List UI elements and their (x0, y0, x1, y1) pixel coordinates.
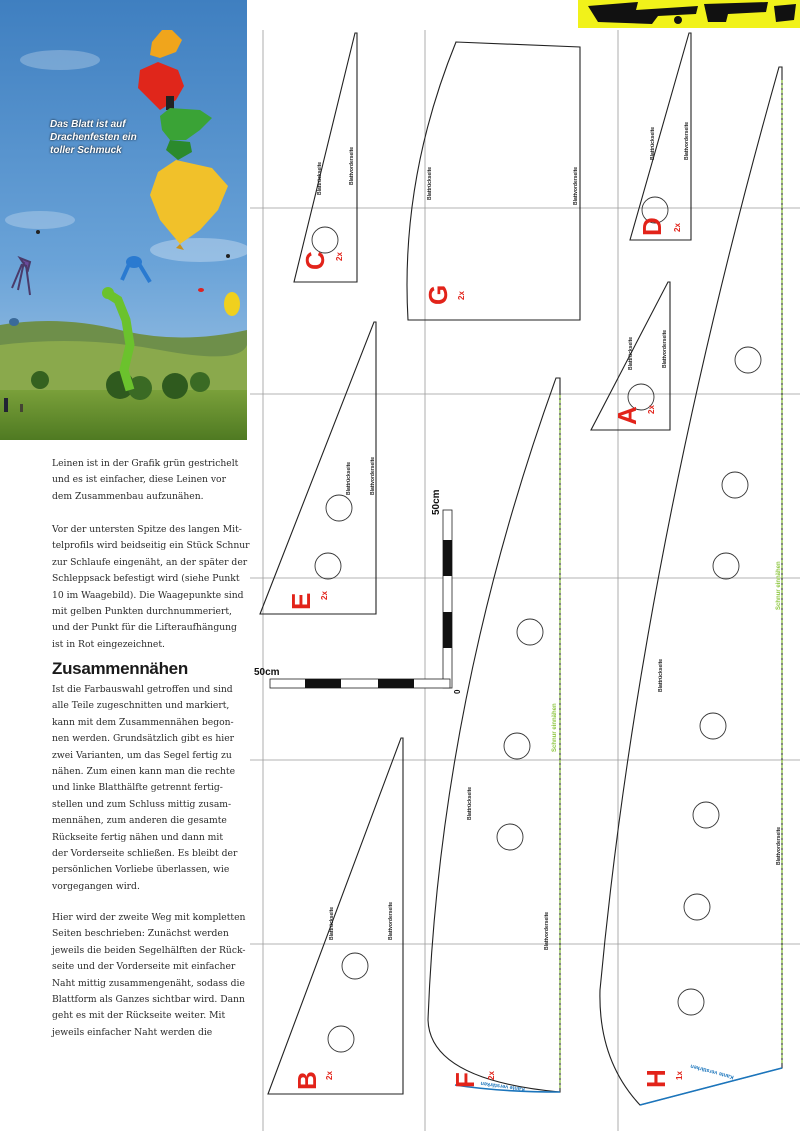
cord-note-h: Schnur einnähen (776, 561, 782, 610)
side-label-back: Blattrückseite (317, 161, 323, 195)
caption-line: Das Blatt ist auf (50, 119, 126, 130)
bridle-point-circle (504, 733, 530, 759)
text-line: Naht mittig zusammengenäht, sodass die (52, 977, 245, 989)
piece-e-outline (260, 322, 376, 614)
bridle-point-circle (517, 619, 543, 645)
piece-d-outline (630, 33, 691, 240)
text-line: Hier wird der zweite Weg mit kompletten (52, 912, 246, 923)
scale-bar-frame (270, 679, 450, 688)
text-line: und es ist einfacher, diese Leinen vor (52, 474, 226, 486)
piece-label-c: C (300, 251, 330, 270)
text-line: vorgegangen wird. (52, 880, 140, 892)
scale-segment (443, 540, 452, 576)
side-label-front: Blattvorderseite (662, 329, 668, 368)
piece-count-a: 2x (647, 405, 656, 414)
bridle-point-circle (678, 989, 704, 1015)
text-line: stellen und zum Schluss mittig zusam- (52, 798, 232, 810)
piece-label-d: D (637, 217, 667, 236)
scale-segment (305, 679, 341, 688)
side-label-front: Blattvorderseite (349, 146, 355, 185)
caption-line: Drachenfesten ein (50, 132, 137, 143)
bridle-point-circle (328, 1026, 354, 1052)
text-line: mennähen, zum anderen die gesamte (52, 815, 227, 827)
scale-label-vertical: 50cm (431, 489, 442, 515)
piece-f-outline (428, 378, 560, 1092)
piece-b-outline (268, 738, 403, 1094)
text-line: zwei Varianten, um das Segel fertig zu (52, 749, 232, 761)
piece-label-g: G (423, 284, 453, 305)
scale-segment (443, 612, 452, 648)
text-line: zur Schlaufe eingenäht, an der später der (52, 556, 248, 568)
text-line: mit gelben Punkten durchnummeriert, (52, 606, 232, 618)
text-line: kann mit dem Zusammennähen begon- (52, 716, 234, 728)
scale-segment (378, 679, 414, 688)
text-line: jeweils einfacher Naht werden die (52, 1026, 213, 1038)
bridle-point-circle (342, 953, 368, 979)
piece-count-c: 2x (335, 252, 344, 261)
text-line: 10 im Waagebild). Die Waagepunkte sind (52, 589, 244, 601)
piece-count-h: 1x (675, 1071, 684, 1080)
side-label-back: Blattrückseite (329, 906, 335, 940)
grid (250, 30, 800, 1131)
piece-count-f: 2x (487, 1071, 496, 1080)
text-line: persönlichen Vorliebe überlassen, wie (52, 864, 230, 876)
text-line: nähen. Zum einen kann man die rechte (52, 766, 236, 778)
text-line: und linke Blatthälfte getrennt fertig- (52, 782, 223, 794)
text-line: jeweils die beiden Segelhälften der Rück- (52, 944, 246, 956)
piece-label-f: F (450, 1072, 480, 1088)
bridle-point-circle (497, 824, 523, 850)
side-label-back: Blattrückseite (650, 126, 656, 160)
side-label-front: Blattvorderseite (776, 826, 782, 865)
piece-label-b: B (292, 1071, 322, 1090)
bridle-point-circle (713, 553, 739, 579)
side-label-front: Blattvorderseite (573, 166, 579, 205)
side-label-front: Blattvorderseite (370, 456, 376, 495)
bridle-point-circle (684, 894, 710, 920)
text-line: nen werden. Grundsätzlich gibt es hier (52, 733, 235, 745)
piece-c-outline (294, 33, 357, 282)
bridle-point-circle (315, 553, 341, 579)
text-line: Blattform als Ganzes sichtbar wird. Dann (52, 994, 245, 1006)
scale-label-horizontal: 50cm (254, 667, 280, 678)
caption-line: toller Schmuck (50, 145, 122, 156)
bridle-point-circle (312, 227, 338, 253)
text-line: geht es mit der Rückseite weiter. Mit (52, 1010, 226, 1022)
side-label-front: Blattvorderseite (388, 901, 394, 940)
text-line: und der Punkt für die Lifteraufhängung (52, 622, 237, 634)
edge-note-f: Kante verstärken (480, 1079, 526, 1092)
text-line: Ist die Farbauswahl getroffen und sind (52, 684, 233, 695)
scale-bar-frame (443, 510, 452, 688)
text-line: Rückseite fertig nähen und dann mit (52, 831, 224, 843)
text-line: Schleppsack befestigt wird (siehe Punkt (52, 573, 240, 585)
cord-note-f: Schnur einnähen (552, 703, 558, 752)
text-line: dem Zusammenbau aufzunähen. (52, 490, 204, 502)
bridle-point-circle (326, 495, 352, 521)
piece-label-a: A (612, 406, 642, 425)
text-line: seite und der Vorderseite mit einfacher (52, 961, 236, 973)
scale-vertical (431, 489, 452, 688)
section-heading: Zusammennähen (52, 659, 188, 678)
text-line: Seiten beschrieben: Zunächst werden (52, 928, 229, 940)
text-line: ist in Rot eingezeichnet. (52, 638, 165, 650)
text-line: Leinen ist in der Grafik grün gestrichelt (52, 458, 239, 469)
piece-label-h: H (641, 1069, 671, 1088)
scale-horizontal (254, 667, 462, 694)
bridle-point-circle (700, 713, 726, 739)
side-label-back: Blattrückseite (346, 461, 352, 495)
side-label-back: Blattrückseite (427, 166, 433, 200)
text-line: telprofils wird beidseitig ein Stück Schnur (52, 540, 250, 552)
piece-count-b: 2x (325, 1071, 334, 1080)
text-line: der Vorderseite schließen. Es bleibt der (52, 848, 238, 860)
bridle-point-circle (722, 472, 748, 498)
piece-count-d: 2x (673, 223, 682, 232)
scale-zero: 0 (453, 689, 462, 694)
side-label-back: Blattrückseite (467, 786, 473, 820)
side-label-back: Blattrückseite (628, 336, 634, 370)
edge-note-h: Kante verstärken (689, 1062, 735, 1080)
piece-label-e: E (286, 592, 316, 610)
text-line: alle Teile zugeschnitten und markiert, (52, 700, 230, 712)
piece-count-g: 2x (457, 291, 466, 300)
text-line: Vor der untersten Spitze des langen Mit- (52, 524, 242, 535)
side-label-front: Blattvorderseite (684, 121, 690, 160)
bridle-point-circle (693, 802, 719, 828)
piece-count-e: 2x (320, 591, 329, 600)
bridle-point-circle (735, 347, 761, 373)
side-label-front: Blattvorderseite (544, 911, 550, 950)
side-label-back: Blattrückseite (658, 658, 664, 692)
